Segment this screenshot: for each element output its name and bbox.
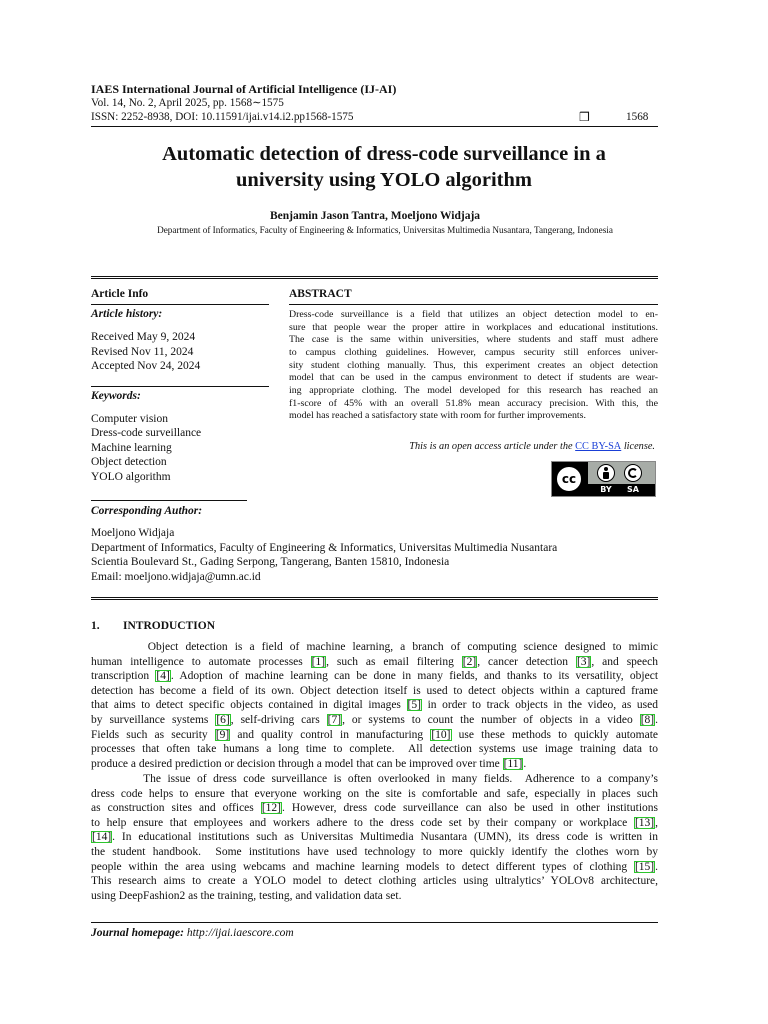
abstract-rule [289,304,658,305]
revised-date: Revised Nov 11, 2024 [91,346,194,358]
text-run: people within the area using webcams and machine learning models to detect different types of clothing [91,860,634,873]
journal-homepage [91,927,294,939]
keyword-item: Computer vision [91,413,168,425]
text-run: processes that often take humans a long time to complete. All detection systems use image training data to [91,743,658,756]
section-number: 1. [91,620,100,632]
citation-link[interactable]: [5] [407,699,421,712]
abstract-line: model that can be used in the campus environment to detect if students are wear- [289,372,658,384]
text-run: , cancer detection [477,655,576,668]
paragraph-line [91,889,658,904]
text-run: dress code helps to ensure that everyone working on the site is comfortable and safe, especially in places such [91,787,658,800]
citation-link[interactable]: [8] [640,713,655,726]
text-run: the student handbook. Some institutions have used technology to more quickly identify the clothes worn by [91,845,658,858]
journal-name: IAES International Journal of Artificial Intelligence (IJ-AI) [91,82,397,96]
text-run: . [655,713,659,726]
text-run: . Adoption of machine learning can be done in many fields, and thanks to its versatility, object [170,670,659,683]
article-info-heading: Article Info [91,288,149,300]
paragraph-line [91,684,658,699]
paragraph-line [91,757,658,772]
bottom-rule-1 [91,597,658,598]
keyword-item: Machine learning [91,442,172,454]
paragraph-line [91,845,658,860]
open-access-notice [289,441,655,452]
paragraph-line [91,698,658,713]
text-run: , or systems to count the number of objects in a video [342,713,640,726]
corresponding-address: Scientia Boulevard St., Gading Serpong, Tangerang, Banten 15810, Indonesia [91,556,450,568]
attribution-person-icon [597,464,615,482]
footer-rule [91,922,658,923]
text-run: human intelligence to automate processes [91,655,311,668]
keywords-rule [91,500,247,501]
abstract-line: sure that people wear the proper attire in workplaces and educational institutions. [289,321,658,333]
paragraph-line [91,772,658,787]
section-heading: INTRODUCTION [123,620,216,632]
homepage-url[interactable]: http://ijai.iaescore.com [183,927,294,939]
paragraph-line [91,728,658,743]
page-number: 1568 [626,111,649,123]
square-bullet-icon: ❒ [579,110,590,124]
citation-link[interactable]: [2] [462,655,477,668]
text-run: The issue of dress code surveillance is often overlooked in many fields. Adherence to a company’s [91,773,658,785]
citation-link[interactable]: [3] [576,655,591,668]
issn-doi: ISSN: 2252-8938, DOI: 10.11591/ijai.v14.i2.pp1568-1575 [91,111,354,123]
abstract-line: Dress-code surveillance is a field that utilizes an object detection model to en- [289,309,658,320]
abstract-line: f1-score of 45% with an overall 51.8% mean accuracy precision. With this, the [289,397,658,409]
article-info-rule [91,304,269,305]
corresponding-author-heading: Corresponding Author: [91,505,203,517]
paragraph-line [91,787,658,802]
citation-link[interactable]: [11] [503,757,523,770]
citation-link[interactable]: [9] [215,728,230,741]
citation-link[interactable]: [14] [92,831,112,844]
intro-paragraph-1 [91,640,658,771]
sa-label: SA [627,485,639,494]
text-run: to help ensure that employees and workers adhere to the dress code set by their company or workplace [91,816,634,829]
citation-link[interactable]: [7] [327,713,342,726]
keyword-item: Dress-code surveillance [91,427,202,439]
text-run: , self-driving cars [230,713,327,726]
abstract-line: to campus clothing guidelines. However, campus security still enforces univer- [289,346,658,358]
bottom-rule-2 [91,599,658,600]
text-run: using DeepFashion2 as the training, testing, and validation data set. [91,889,402,902]
text-run: This research aims to create a YOLO model to detect clothing articles using ultralytics’ YOLOv8 architecture, [91,875,658,888]
keyword-item: Object detection [91,456,167,468]
accepted-date: Accepted Nov 24, 2024 [91,360,201,372]
top-rule-2 [91,278,658,279]
paragraph-line [91,816,658,831]
history-rule [91,386,269,387]
text-run: . [523,757,527,770]
keyword-item: YOLO algorithm [91,471,171,483]
oa-prefix: This is an open access article under the [409,441,576,452]
citation-link[interactable]: [1] [311,655,326,668]
text-run: Fields such as security [91,728,215,741]
corresponding-name: Moeljono Widjaja [91,527,175,539]
text-run: , such as email filtering [326,655,462,668]
cc-by-sa-badge[interactable] [551,461,656,497]
paragraph-line [91,669,658,684]
citation-link[interactable]: [13] [634,816,655,829]
text-run: as construction sites and offices [91,802,261,815]
citation-link[interactable]: [15] [634,860,655,873]
text-run: . In educational institutions such as Universitas Multimedia Nusantara (UMN), its dress code is written in [112,831,658,844]
by-label: BY [600,485,612,494]
corresponding-email: Email: moeljono.widjaja@umn.ac.id [91,571,261,583]
authors: Benjamin Jason Tantra, Moeljono Widjaja [269,210,481,222]
abstract-heading: ABSTRACT [289,288,352,300]
paper-title-line-2: university using YOLO algorithm [236,169,532,191]
text-run: detection has become a field of its own. Object detection itself is used to detect objects within a captured frame [91,684,658,697]
paragraph-line [91,742,658,757]
oa-suffix: license. [621,441,655,452]
cc-by-sa-link[interactable]: CC BY-SA [575,441,622,452]
received-date: Received May 9, 2024 [91,331,196,343]
paragraph-line [91,830,658,845]
paragraph-line [91,713,658,728]
text-run: use these methods to quickly automate [451,728,658,741]
paragraph-line [91,640,658,655]
intro-paragraph-2 [91,772,658,903]
abstract-line: ing appropriate clothing. The model developed for this research has reached an [289,384,658,396]
text-run: . [655,860,658,873]
homepage-label: Journal homepage: [91,927,184,939]
text-run: by surveillance systems [91,713,216,726]
corresponding-department: Department of Informatics, Faculty of Engineering & Informatics, Universitas Multimedia Nusantara [91,542,558,554]
text-run: transcription [91,670,156,683]
paper-title-line-1: Automatic detection of dress-code surveillance in a [162,143,606,165]
text-run: in order to track objects in the video, as used [421,699,658,712]
citation-link[interactable]: [12] [261,802,281,815]
citation-link[interactable]: [4] [156,670,170,683]
text-run: and quality control in manufacturing [230,728,431,741]
top-rule-1 [91,276,658,277]
citation-link[interactable]: [6] [216,713,230,726]
text-run: , and speech [591,655,658,668]
paragraph-line [91,655,658,670]
paragraph-line [91,801,658,816]
abstract-line: sity student clothing manually. Thus, this experiment creates an object detection [289,359,658,371]
abstract-body [289,309,658,423]
text-run: . However, dress code surveillance can also be used in other institutions [281,802,658,815]
header-rule [91,126,658,127]
share-alike-icon [624,464,642,482]
abstract-line: The case is the same within universities, where students and staff must adhere [289,334,658,346]
citation-link[interactable]: [10] [431,728,451,741]
volume-info: Vol. 14, No. 2, April 2025, pp. 1568∼1575 [91,97,284,109]
text-run: , [655,816,658,829]
abstract-line: model has reached a satisfactory state with room for further improvements. [289,410,586,422]
text-run: that aims to detect specific objects contained in digital images [91,699,407,712]
affiliation: Department of Informatics, Faculty of Engineering & Informatics, Universitas Multimedia Nusantara, Tangerang, Indonesia [157,225,613,235]
keywords-heading: Keywords: [91,390,141,402]
text-run: produce a desired prediction or decision through a model that can be improved over time [91,757,503,770]
paragraph-line [91,874,658,889]
text-run: Object detection is a field of machine learning, a branch of computing science designed to mimic [91,641,658,653]
article-history-heading: Article history: [91,308,163,320]
paragraph-line [91,860,658,875]
cc-icon: cc [555,465,583,493]
